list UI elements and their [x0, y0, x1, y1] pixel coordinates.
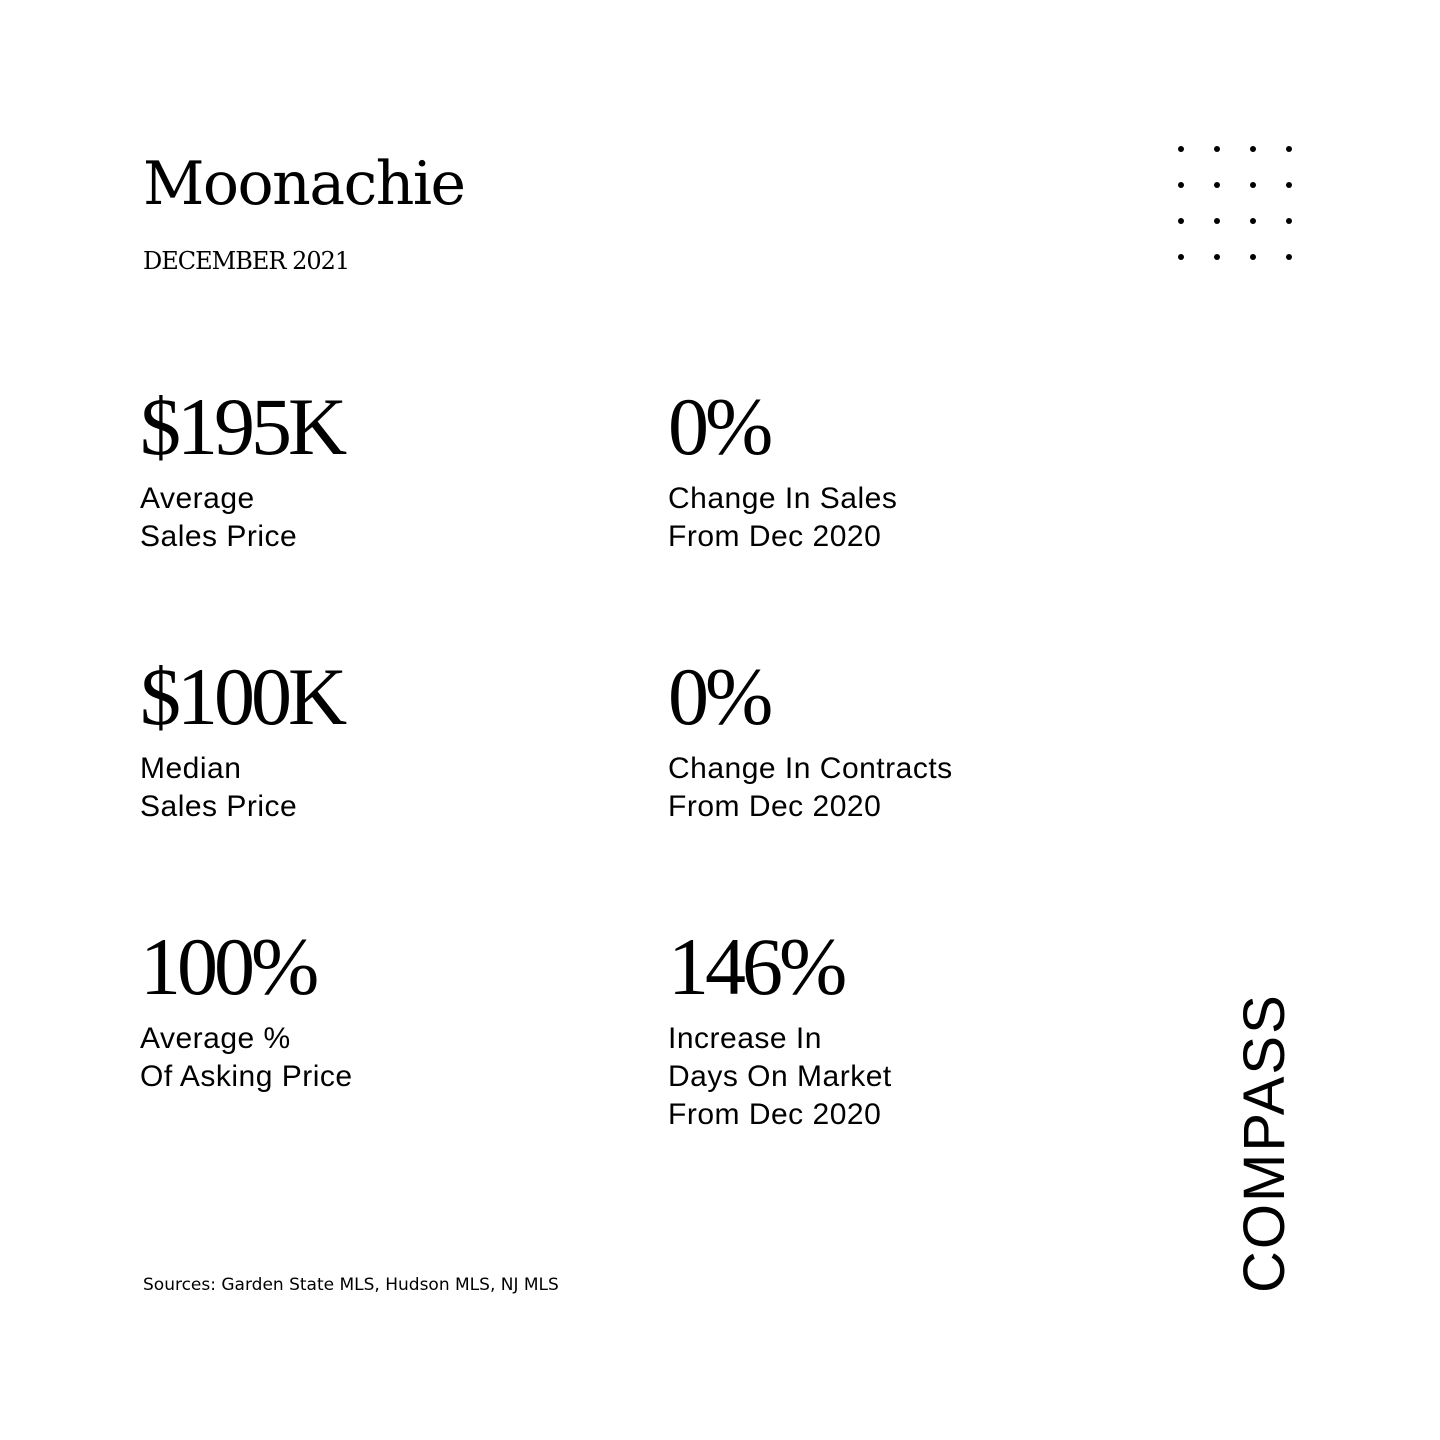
- stat-label-line: Sales Price: [140, 520, 298, 553]
- stat-label-line: Of Asking Price: [140, 1060, 353, 1093]
- dot: [1178, 146, 1184, 152]
- dot: [1250, 254, 1256, 260]
- stat-value: 146%: [668, 921, 844, 1012]
- stat-label-line: Change In Sales: [668, 482, 898, 515]
- dot: [1214, 254, 1220, 260]
- stat-label-line: From Dec 2020: [668, 520, 882, 553]
- stat-value: 0%: [668, 651, 770, 742]
- dot: [1214, 218, 1220, 224]
- stat-label: [668, 480, 897, 556]
- sources-note: Sources: Garden State MLS, Hudson MLS, NJ MLS: [143, 1275, 559, 1295]
- dot: [1250, 182, 1256, 188]
- dot: [1214, 182, 1220, 188]
- stat-median-sales-price: [140, 652, 343, 826]
- dot: [1250, 218, 1256, 224]
- stat-label-line: Median: [140, 752, 242, 785]
- stat-label-line: Average: [140, 482, 255, 515]
- stat-change-in-contracts: [668, 652, 953, 826]
- stat-value: $195K: [140, 381, 344, 472]
- stat-change-in-sales: [668, 382, 897, 556]
- stat-average-sales-price: [140, 382, 343, 556]
- dot: [1178, 218, 1184, 224]
- stat-value: $100K: [140, 651, 344, 742]
- stat-label-line: Change In Contracts: [668, 752, 953, 785]
- stat-label-line: Average %: [140, 1022, 291, 1055]
- stat-increase-days-on-market: [668, 922, 892, 1134]
- dot: [1178, 182, 1184, 188]
- stat-value: 100%: [140, 921, 316, 1012]
- stat-label-line: Days On Market: [668, 1060, 892, 1093]
- stat-label: [140, 480, 343, 556]
- stat-average-percent-of-asking: [140, 922, 353, 1096]
- dot: [1286, 182, 1292, 188]
- stat-label: [140, 750, 343, 826]
- stat-label-line: From Dec 2020: [668, 790, 882, 823]
- dot: [1286, 218, 1292, 224]
- page-title: Moonachie: [143, 149, 465, 219]
- stat-label: [668, 750, 953, 826]
- compass-logo: COMPASS: [1232, 993, 1297, 1293]
- dot: [1214, 146, 1220, 152]
- dot-grid-icon: [1178, 146, 1294, 262]
- dot: [1250, 146, 1256, 152]
- report-date: DECEMBER 2021: [143, 247, 350, 275]
- stat-label-line: Sales Price: [140, 790, 298, 823]
- dot: [1286, 146, 1292, 152]
- stat-label-line: From Dec 2020: [668, 1098, 882, 1131]
- dot: [1286, 254, 1292, 260]
- stat-value: 0%: [668, 381, 770, 472]
- stat-label-line: Increase In: [668, 1022, 822, 1055]
- dot: [1178, 254, 1184, 260]
- stat-label: [668, 1020, 892, 1134]
- stat-label: [140, 1020, 353, 1096]
